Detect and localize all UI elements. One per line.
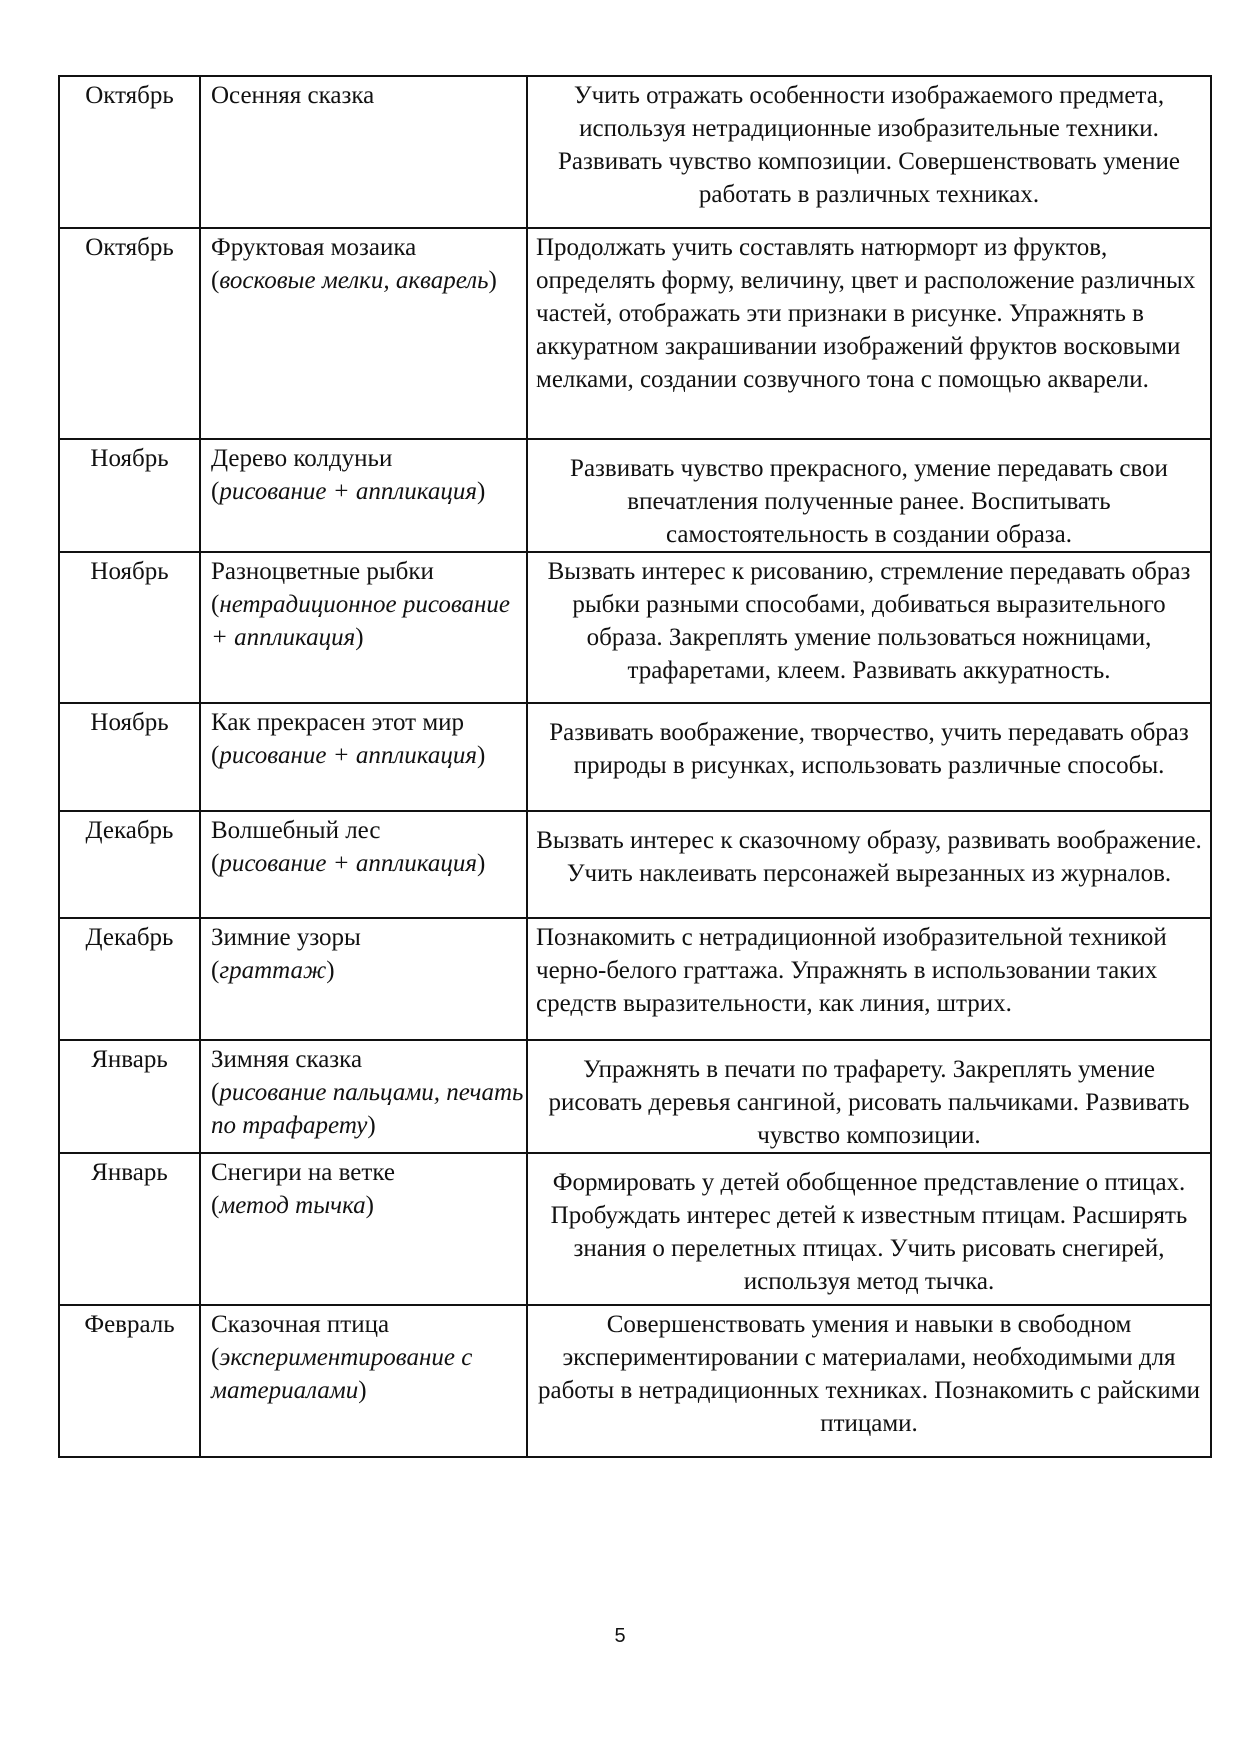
topic-technique-text: рисование + аппликация [219,850,477,877]
table-row [59,1153,1211,1305]
month-cell: Октябрь [59,76,200,228]
topic-technique-text: метод тычка [219,1192,366,1219]
topic-title: Зимние узоры [211,924,361,951]
topic-technique-text: экспериментирование с материалами [211,1344,473,1404]
goal-cell: Совершенствовать умения и навыки в свободном экспериментировании с материалами, необходимыми для работы в нетрадиционных техниках. Познакомить с райскими птицами. [527,1305,1211,1457]
topic-cell [200,811,527,918]
topic-technique-text: рисование + аппликация [219,478,477,505]
table-row [59,552,1211,703]
topic-technique-text: граттаж [219,957,327,984]
goal-cell: Формировать у детей обобщенное представление о птицах. Пробуждать интерес детей к известным птицам. Расширять знания о перелетных птицах. Учить рисовать снегирей, используя метод тычка. [527,1153,1211,1305]
topic-technique: (рисование + аппликация) [211,850,486,877]
table-row [59,439,1211,552]
topic-technique: (рисование пальцами, печать по трафарету) [211,1079,524,1139]
goal-cell: Познакомить с нетрадиционной изобразительной техникой черно-белого граттажа. Упражнять в использовании таких средств выразительности, как линия, штрих. [527,918,1211,1040]
topic-cell [200,1153,527,1305]
topic-title: Разноцветные рыбки [211,558,434,585]
lesson-plan-table [58,75,1212,1458]
table-row [59,228,1211,439]
topic-title: Как прекрасен этот мир [211,709,465,736]
lesson-plan-body [59,76,1211,1457]
goal-cell: Упражнять в печати по трафарету. Закреплять умение рисовать деревья сангиной, рисовать пальчиками. Развивать чувство композиции. [527,1040,1211,1153]
goal-cell: Развивать воображение, творчество, учить передавать образ природы в рисунках, использовать различные способы. [527,703,1211,811]
topic-technique: (рисование + аппликация) [211,478,486,505]
table-row [59,1040,1211,1153]
topic-cell [200,1040,527,1153]
goal-cell: Развивать чувство прекрасного, умение передавать свои впечатления полученные ранее. Воспитывать самостоятельность в создании образа. [527,439,1211,552]
table-row [59,811,1211,918]
month-cell: Декабрь [59,918,200,1040]
topic-technique: (рисование + аппликация) [211,742,486,769]
topic-technique: (восковые мелки, акварель) [211,267,497,294]
goal-cell: Вызвать интерес к сказочному образу, развивать воображение. Учить наклеивать персонажей вырезанных из журналов. [527,811,1211,918]
month-cell: Ноябрь [59,552,200,703]
topic-cell [200,228,527,439]
table-row [59,1305,1211,1457]
topic-title: Снегири на ветке [211,1159,395,1186]
topic-cell [200,76,527,228]
page-number: 5 [614,1625,626,1647]
month-cell: Январь [59,1040,200,1153]
goal-cell: Продолжать учить составлять натюрморт из фруктов, определять форму, величину, цвет и расположение различных частей, отображать эти признаки в рисунке. Упражнять в аккуратном закрашивании изображений фруктов восковыми мелками, создании созвучного тона с помощью акварели. [527,228,1211,439]
topic-cell [200,1305,527,1457]
topic-title: Осенняя сказка [211,82,375,109]
month-cell: Ноябрь [59,439,200,552]
topic-technique: (нетрадиционное рисование + аппликация) [211,591,511,651]
topic-title: Волшебный лес [211,817,381,844]
topic-title: Фруктовая мозаика [211,234,417,261]
table-row [59,703,1211,811]
topic-technique-text: рисование пальцами, печать по трафарету [211,1079,524,1139]
topic-title: Дерево колдуньи [211,445,393,472]
month-cell: Декабрь [59,811,200,918]
topic-technique-text: нетрадиционное рисование + аппликация [211,591,511,651]
table-row [59,76,1211,228]
topic-technique-text: восковые мелки, акварель [219,267,489,294]
month-cell: Ноябрь [59,703,200,811]
topic-cell [200,918,527,1040]
topic-cell [200,703,527,811]
topic-cell [200,552,527,703]
month-cell: Январь [59,1153,200,1305]
topic-technique: (экспериментирование с материалами) [211,1344,473,1404]
table-row [59,918,1211,1040]
goal-cell: Вызвать интерес к рисованию, стремление передавать образ рыбки разными способами, добиваться выразительного образа. Закреплять умение пользоваться ножницами, трафаретами, клеем. Развивать аккуратность. [527,552,1211,703]
month-cell: Февраль [59,1305,200,1457]
month-cell: Октябрь [59,228,200,439]
goal-cell: Учить отражать особенности изображаемого предмета, используя нетрадиционные изобразительные техники. Развивать чувство композиции. Совершенствовать умение работать в различных техниках. [527,76,1211,228]
topic-cell [200,439,527,552]
topic-technique: (граттаж) [211,957,335,984]
topic-title: Сказочная птица [211,1311,390,1338]
topic-technique: (метод тычка) [211,1192,374,1219]
topic-technique-text: рисование + аппликация [219,742,477,769]
topic-title: Зимняя сказка [211,1046,363,1073]
